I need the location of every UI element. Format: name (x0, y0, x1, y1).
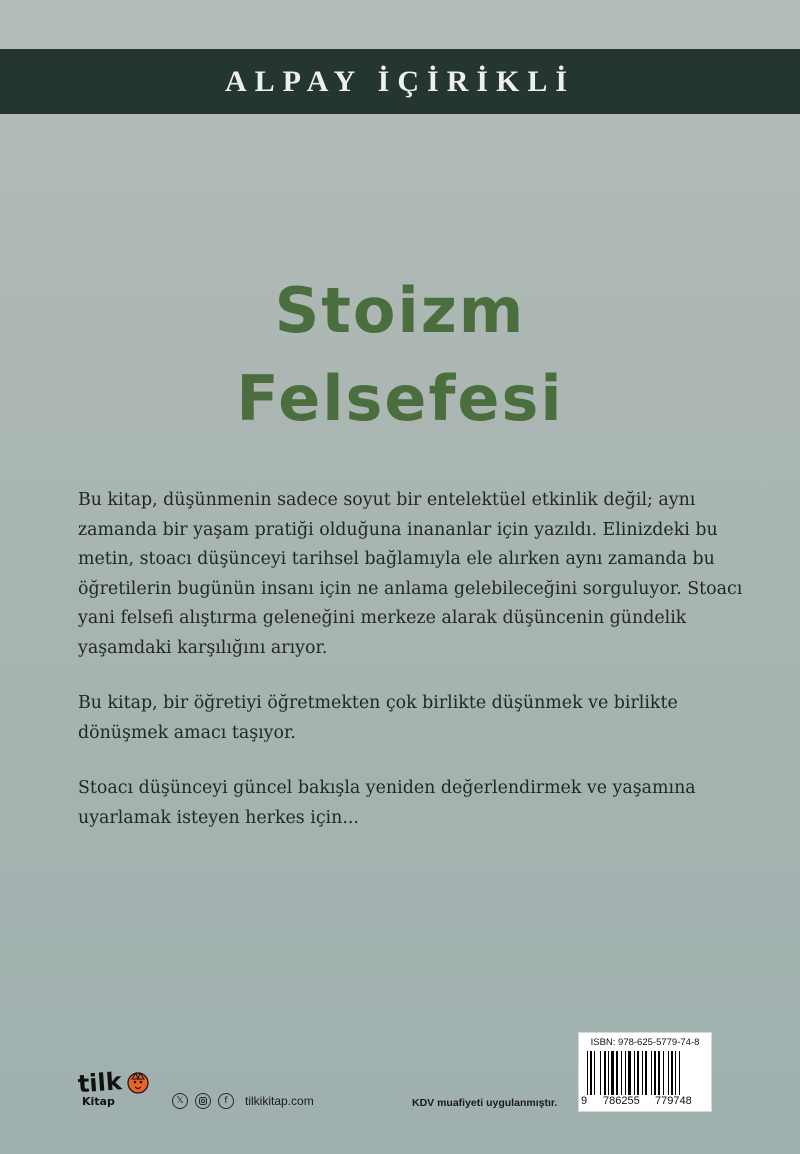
barcode-bar (621, 1051, 622, 1095)
publisher-logo (76, 1065, 156, 1109)
barcode-bar (611, 1051, 614, 1095)
barcode-bar (625, 1051, 626, 1095)
barcode-bar (608, 1051, 609, 1095)
svg-text:Kitap: Kitap (82, 1095, 115, 1108)
isbn-barcode-box (578, 1032, 712, 1112)
barcode-digit-prefix: 9 (581, 1095, 588, 1107)
barcode-bar (663, 1051, 664, 1095)
barcode-bar (668, 1051, 669, 1095)
blurb-paragraph-1: Bu kitap, düşünmenin sadece soyut bir entelektüel etkinlik değil; aynı zamanda bir yaşam pratiği olduğuna inananlar için yazıldı. Elinizdeki bu metin, stoacı düşünceyi tarihsel bağlamıyla ele alırken aynı zamanda bu öğretilerin bugünün insanı için ne anlama gelebileceğini sorguluyor. Stoacı yani felsefi alıştırma geleneğini merkeze alarak düşüncenin gündelik yaşamdaki karşılığını arıyor. (78, 490, 743, 658)
barcode-bar (645, 1051, 647, 1095)
barcode-digits-left: 786255 (603, 1095, 640, 1107)
barcode-bar (616, 1051, 618, 1095)
svg-text:tilk: tilk (76, 1067, 123, 1099)
publisher-website[interactable]: tilkikitap.com (245, 1094, 314, 1108)
blurb-paragraph-2: Bu kitap, bir öğretiyi öğretmekten çok birlikte düşünmek ve birlikte dönüşmek amacı taşıyor. (78, 693, 678, 743)
author-name: ALPAY İÇİRİKLİ (224, 64, 576, 98)
barcode-bar (651, 1051, 652, 1095)
barcode (587, 1051, 705, 1095)
barcode-bar (675, 1051, 676, 1095)
barcode-bar (679, 1051, 680, 1095)
author-band (0, 49, 800, 114)
blurb-paragraph-3: Stoacı düşünceyi güncel bakışla yeniden değerlendirmek ve yaşamına uyarlamak isteyen herkes için... (78, 778, 696, 828)
x-icon[interactable]: 𝕏 (172, 1093, 188, 1109)
barcode-bar (600, 1051, 601, 1095)
barcode-bar (671, 1051, 673, 1095)
barcode-bar (604, 1051, 606, 1095)
barcode-bar (658, 1051, 660, 1095)
book-title-line-2: Felsefesi (236, 362, 564, 435)
barcode-bar (594, 1051, 595, 1095)
barcode-bar (637, 1051, 639, 1095)
facebook-icon[interactable]: f (218, 1093, 234, 1109)
barcode-bar (628, 1051, 631, 1095)
tax-note: KDV muafiyeti uygulanmıştır. (412, 1097, 558, 1109)
barcode-bar (590, 1051, 592, 1095)
barcode-bar (587, 1051, 588, 1095)
isbn-label: ISBN: 978-625-5779-74-8 (590, 1037, 700, 1048)
blurb (78, 486, 758, 859)
barcode-bar (654, 1051, 656, 1095)
barcode-bar (634, 1051, 635, 1095)
instagram-icon[interactable] (195, 1093, 211, 1109)
barcode-digits-right: 779748 (655, 1095, 692, 1107)
barcode-bar (642, 1051, 643, 1095)
book-title-line-1: Stoizm (274, 274, 526, 347)
